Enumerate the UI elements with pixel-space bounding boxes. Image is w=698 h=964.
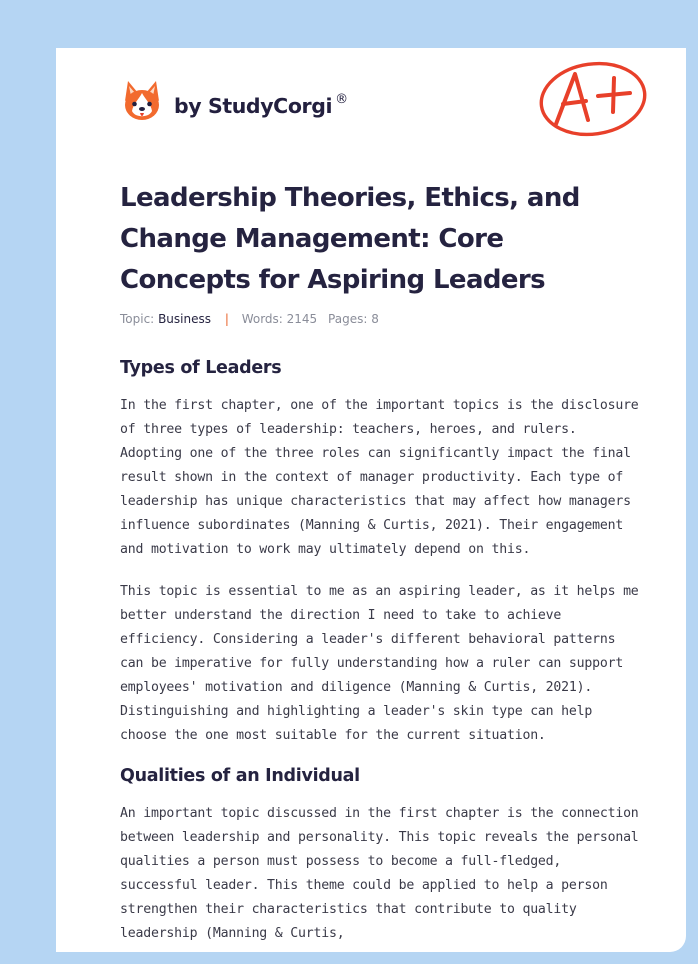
brand-name-text: by StudyCorgi: [174, 94, 333, 118]
brand-name: [174, 94, 348, 118]
document-title: Leadership Theories, Ethics, and Change Management: Core Concepts for Aspiring Leaders: [120, 183, 580, 295]
section-heading: Types of Leaders: [120, 358, 282, 378]
section-heading: Qualities of an Individual: [120, 766, 360, 786]
meta-separator: |: [224, 312, 229, 326]
registered-mark: ®: [335, 92, 348, 108]
pages-count: 8: [371, 312, 379, 326]
topic-link[interactable]: Business: [158, 312, 211, 326]
document-body: [120, 346, 640, 946]
studycorgi-logo[interactable]: [122, 76, 348, 124]
corgi-logo-icon: [122, 78, 162, 122]
pages-label: Pages:: [328, 312, 368, 326]
words-count: 2145: [286, 312, 318, 326]
document-meta: [120, 312, 379, 326]
a-plus-grade-stamp: [538, 58, 650, 142]
topic-label: Topic:: [120, 312, 155, 326]
body-paragraph: This topic is essential to me as an aspiring leader, as it helps me better understand the direction I need to take to achieve efficiency. Considering a leader's different behavioral patterns can be imperative for fully understanding how a ruler can support employees' motivation and diligence (Manning & Curtis, 2021). Distinguishing and highlighting a leader's skin type can help choose the one most suitable for the current situation.: [120, 584, 639, 743]
document-card: [56, 48, 686, 952]
body-paragraph: In the first chapter, one of the important topics is the disclosure of three types of leadership: teachers, heroes, and rulers. Adopting one of the three roles can significantly impact the final result shown in the context of manager productivity. Each type of leadership has unique characteristics that may affect how managers influence subordinates (Manning & Curtis, 2021). Their engagement and motivation to work may ultimately depend on this.: [120, 398, 639, 557]
words-label: Words:: [241, 312, 283, 326]
body-paragraph: An important topic discussed in the first chapter is the connection between leadership and personality. This topic reveals the personal qualities a person must possess to become a full-fledged, successful leader. This theme could be applied to help a person strengthen their characteristics that contribute to quality leadership (Manning & Curtis,: [120, 806, 639, 941]
